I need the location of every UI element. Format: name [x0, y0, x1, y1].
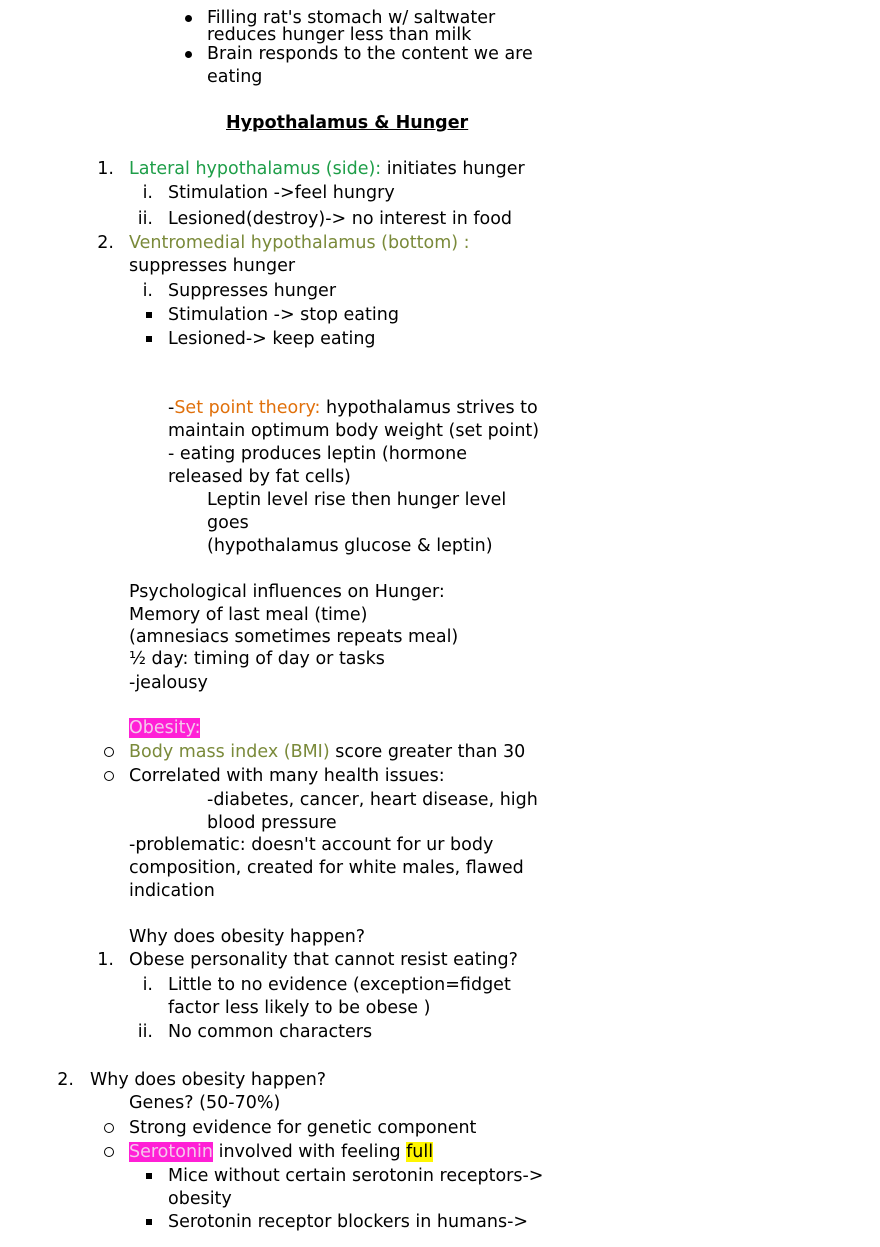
serotonin-bullet: Mice without certain serotonin receptors-> — [168, 1166, 544, 1186]
circle-bullet-icon — [100, 741, 114, 763]
bullet-dot-icon — [178, 43, 192, 65]
roman-marker: ii. — [137, 209, 153, 229]
why2-question: Why does obesity happen? — [90, 1070, 327, 1090]
top-bullet-1-line-1: Filling rat's stomach w/ saltwater — [207, 8, 496, 28]
problematic-line: indication — [129, 881, 215, 901]
square-bullet-icon — [138, 1165, 152, 1187]
problematic-line: -problematic: doesn't account for ur body — [129, 835, 494, 855]
set-point-dash: - — [168, 398, 175, 418]
why1-subitem: No common characters — [168, 1022, 373, 1042]
why1-item: Obese personality that cannot resist eating? — [129, 950, 518, 970]
problematic-line: composition, created for white males, flawed — [129, 858, 524, 878]
psych-line: ½ day: timing of day or tasks — [129, 649, 385, 669]
lateral-subitem: Stimulation ->feel hungry — [168, 183, 395, 203]
circle-bullet-icon — [100, 1117, 114, 1139]
list-number: 1. — [97, 950, 114, 970]
psych-line: Psychological influences on Hunger: — [129, 582, 445, 602]
serotonin-bullet: Serotonin receptor blockers in humans-> — [168, 1212, 529, 1232]
set-point-indented: goes — [207, 513, 249, 533]
top-bullet-2-line-2: eating — [207, 67, 263, 87]
set-point-label: Set point theory: — [174, 398, 321, 418]
roman-marker: i. — [142, 281, 153, 301]
square-bullet-icon — [138, 1211, 152, 1233]
lateral-item — [129, 158, 525, 180]
lateral-subitem: Lesioned(destroy)-> no interest in food — [168, 209, 513, 229]
lateral-text: initiates hunger — [381, 159, 525, 179]
full-highlight: full — [406, 1142, 434, 1162]
set-point-line: - eating produces leptin (hormone — [168, 444, 467, 464]
serotonin-label: Serotonin — [129, 1142, 214, 1162]
set-point-indented: (hypothalamus glucose & leptin) — [207, 536, 493, 556]
why1-subitem: factor less likely to be obese ) — [168, 998, 431, 1018]
bmi-label: Body mass index (BMI) — [129, 742, 330, 762]
serotonin-text: involved with feeling — [213, 1142, 407, 1162]
top-bullet-2-line-1: Brain responds to the content we are — [207, 44, 533, 64]
list-number: 2. — [57, 1070, 74, 1090]
lateral-label: Lateral hypothalamus (side): — [129, 159, 382, 179]
circle-bullet-icon — [100, 1141, 114, 1163]
evidence-item: Strong evidence for genetic component — [129, 1118, 477, 1138]
psych-line: Memory of last meal (time) — [129, 605, 368, 625]
roman-marker: i. — [142, 975, 153, 995]
ventro-bullet: Stimulation -> stop eating — [168, 305, 399, 325]
roman-marker: ii. — [137, 1022, 153, 1042]
set-point-text: hypothalamus strives to — [320, 398, 538, 418]
ventro-line-2: suppresses hunger — [129, 256, 296, 276]
circle-bullet-icon — [100, 765, 114, 787]
diseases-line: -diabetes, cancer, heart disease, high — [207, 790, 538, 810]
why1-subitem: Little to no evidence (exception=fidget — [168, 975, 511, 995]
serotonin-item — [129, 1141, 433, 1163]
bmi-text: score greater than 30 — [329, 742, 526, 762]
obesity-heading-highlight: Obesity: — [129, 718, 201, 738]
genes-line: Genes? (50-70%) — [129, 1093, 281, 1113]
section-title: Hypothalamus & Hunger — [226, 113, 469, 133]
list-number: 1. — [97, 159, 114, 179]
top-bullet-1-line-2: reduces hunger less than milk — [207, 25, 472, 45]
roman-marker: i. — [142, 183, 153, 203]
square-bullet-icon — [138, 328, 152, 350]
bullet-dot-icon — [178, 7, 192, 29]
psych-line: (amnesiacs sometimes repeats meal) — [129, 627, 459, 647]
set-point-line: maintain optimum body weight (set point) — [168, 421, 540, 441]
list-number: 2. — [97, 233, 114, 253]
set-point-line: released by fat cells) — [168, 467, 351, 487]
diseases-line: blood pressure — [207, 813, 337, 833]
set-point-indented: Leptin level rise then hunger level — [207, 490, 507, 510]
square-bullet-icon — [138, 304, 152, 326]
ventro-bullet: Lesioned-> keep eating — [168, 329, 376, 349]
set-point-line-1 — [168, 397, 538, 419]
obesity-heading — [129, 717, 200, 739]
bmi-item — [129, 741, 525, 763]
serotonin-bullet: obesity — [168, 1189, 232, 1209]
why-question: Why does obesity happen? — [129, 927, 366, 947]
ventro-label: Ventromedial hypothalamus (bottom) : — [129, 233, 470, 253]
psych-line: -jealousy — [129, 673, 208, 693]
ventro-subitem: Suppresses hunger — [168, 281, 337, 301]
correlated-item: Correlated with many health issues: — [129, 766, 445, 786]
